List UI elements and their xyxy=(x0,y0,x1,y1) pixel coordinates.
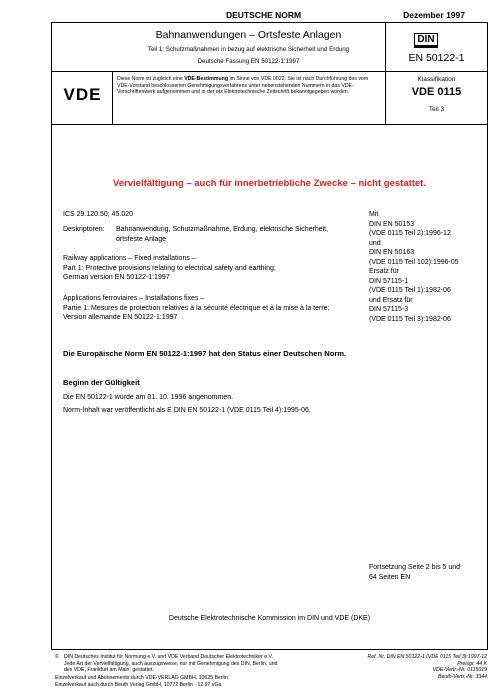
french-title xyxy=(63,294,373,323)
footer-left-line: DIN Deutsches Institut für Normung e.V. und VDE Verband Deutscher Elektrotechniker e.V. xyxy=(64,654,273,660)
validity-line-1: Die EN 50122-1 wurde am 01. 10. 1996 angenommen. xyxy=(63,394,234,401)
vde-notice-part1: Diese Norm ist zugleich eine xyxy=(117,76,185,82)
vde-notice-bold: VDE-Bestimmung xyxy=(184,76,228,82)
descriptors-label: Deskriptoren: xyxy=(63,226,105,233)
ics-code: ICS 29.120.50; 45.020 xyxy=(63,211,134,218)
vde-notice xyxy=(117,76,381,96)
vde-notice-part2: im Sinne von VDE 0022. Sie ist nach Durchführung des vom VDE-Vorstand beschlossenen Genehmigungsverfahrens unter nebenstehenden Nummern in das VDE-Vorschriftenwerk aufgenommen und in der etz Elektrotechnische Zeitschrift bekanntgegeben worden. xyxy=(117,76,369,96)
din-number: EN 50122-1 xyxy=(408,52,465,64)
french-title-line: Version allemande EN 50122-1:1997 xyxy=(63,314,178,321)
replacement-line: (VDE 0115 Teil 102):1996-05 xyxy=(369,258,459,266)
footer-right xyxy=(317,654,487,680)
footer-right-line: VDE-Vertr.-Nr. 0115019 xyxy=(432,667,487,674)
classification-part: Teil 3 xyxy=(428,106,445,113)
validity-heading: Beginn der Gültigkeit xyxy=(63,378,140,387)
divider-left-col xyxy=(112,71,113,124)
continuation-note xyxy=(369,563,484,582)
divider-vde xyxy=(51,124,488,125)
status-statement: Die Europäische Norm EN 50122-1:1997 hat den Status einer Deutschen Norm. xyxy=(63,349,347,358)
din-logo-text: DIN xyxy=(417,34,435,45)
din-logo xyxy=(414,33,438,48)
header-left: DEUTSCHE NORM xyxy=(226,10,302,20)
replacement-line: (VDE 0115 Teil 2):1996-12 xyxy=(369,230,451,237)
replacement-line: DIN 57115-3 xyxy=(369,306,409,313)
divider-title xyxy=(51,71,488,72)
replacement-info xyxy=(369,210,484,324)
replacement-line: DIN 57115-1 xyxy=(369,277,409,285)
english-title-line: Part 1: Protective provisions relating to electrical safety and earthing; xyxy=(63,264,276,272)
english-title xyxy=(63,254,363,283)
footer-right-line: Preisgr. 44 K xyxy=(457,660,487,667)
classification-number: VDE 0115 xyxy=(411,86,462,98)
copyright-symbol: © xyxy=(55,654,59,660)
footer-left-line: Jede Art der Vervielfältigung, auch auszugsweise, nur mit Genehmigung des DIN, Berlin, und xyxy=(64,660,278,667)
replacement-line: DIN EN 50153 xyxy=(369,220,415,228)
replacement-line: und Ersatz für xyxy=(369,296,413,304)
continuation-line: 64 Seiten EN xyxy=(369,573,411,581)
footer-left-line: des VDE, Frankfurt am Main, gestattet. xyxy=(64,667,154,674)
replacement-line: Mit xyxy=(369,211,379,218)
french-title-line: Partie 1: Mesures de protection relatives à la sécurité électrique et à la mise à la terre; xyxy=(63,304,330,312)
descriptors-text: Bahnanwendung, Schutzmaßnahme, Erdung, elektrische Sicherheit, ortsfeste Anlage xyxy=(116,226,329,243)
footer-left-sales xyxy=(55,675,325,688)
document-title: Bahnanwendungen – Ortsfeste Anlagen xyxy=(155,29,342,41)
validity-line-2: Norm-Inhalt war veröffentlicht als E DIN EN 50122-1 (VDE 0115 Teil 4):1995-06. xyxy=(63,407,311,414)
document-subtitle: Teil 1: Schutzmaßnahmen in bezug auf elektrische Sicherheit und Erdung xyxy=(147,46,350,53)
footer-left xyxy=(64,654,324,674)
footer-left-line: Einzelverkauf und Abonnements durch VDE-VERLAG GMBH, 10625 Berlin xyxy=(55,675,228,681)
continuation-line: Fortsetzung Seite 2 bis 5 und xyxy=(369,564,461,571)
classification-label: Klassifikation xyxy=(417,76,456,83)
commission-name: Deutsche Elektrotechnische Kommission im DIN und VDE (DKE) xyxy=(168,615,371,622)
french-title-line: Applications ferroviaires – Installations fixes – xyxy=(63,295,205,302)
replacement-line: und xyxy=(369,239,381,247)
header-right: Dezember 1997 xyxy=(403,10,465,20)
page-frame xyxy=(51,22,488,650)
footer-right-line: Ref. Nr. DIN EN 50122-1 (VDE 0115 Teil 3):1997-12 xyxy=(367,654,487,660)
reproduction-warning: Vervielfältigung – auch für innerbetriebliche Zwecke – nicht gestattet. xyxy=(112,178,427,189)
english-title-line: German version EN 50122-1:1997 xyxy=(63,274,170,281)
english-title-line: Railway applications – Fixed installations – xyxy=(63,255,196,262)
replacement-line: (VDE 0115 Teil 1):1982-06 xyxy=(369,287,451,294)
replacement-line: DIN EN 50163 xyxy=(369,249,415,256)
vde-logo: VDE xyxy=(63,85,102,104)
replacement-line: Ersatz für xyxy=(369,268,399,275)
footer-left-line: Einzelverkauf auch durch Beuth Verlag GmbH, 10772 Berlin · 12.97 vGa xyxy=(55,681,222,688)
footer-right-line: Beuth-Vertr.-Nr. 3344 xyxy=(437,673,487,680)
document-version: Deutsche Fassung EN 50122-1:1997 xyxy=(197,58,300,65)
replacement-line: (VDE 0115 Teil 3):1982-06 xyxy=(369,315,451,323)
